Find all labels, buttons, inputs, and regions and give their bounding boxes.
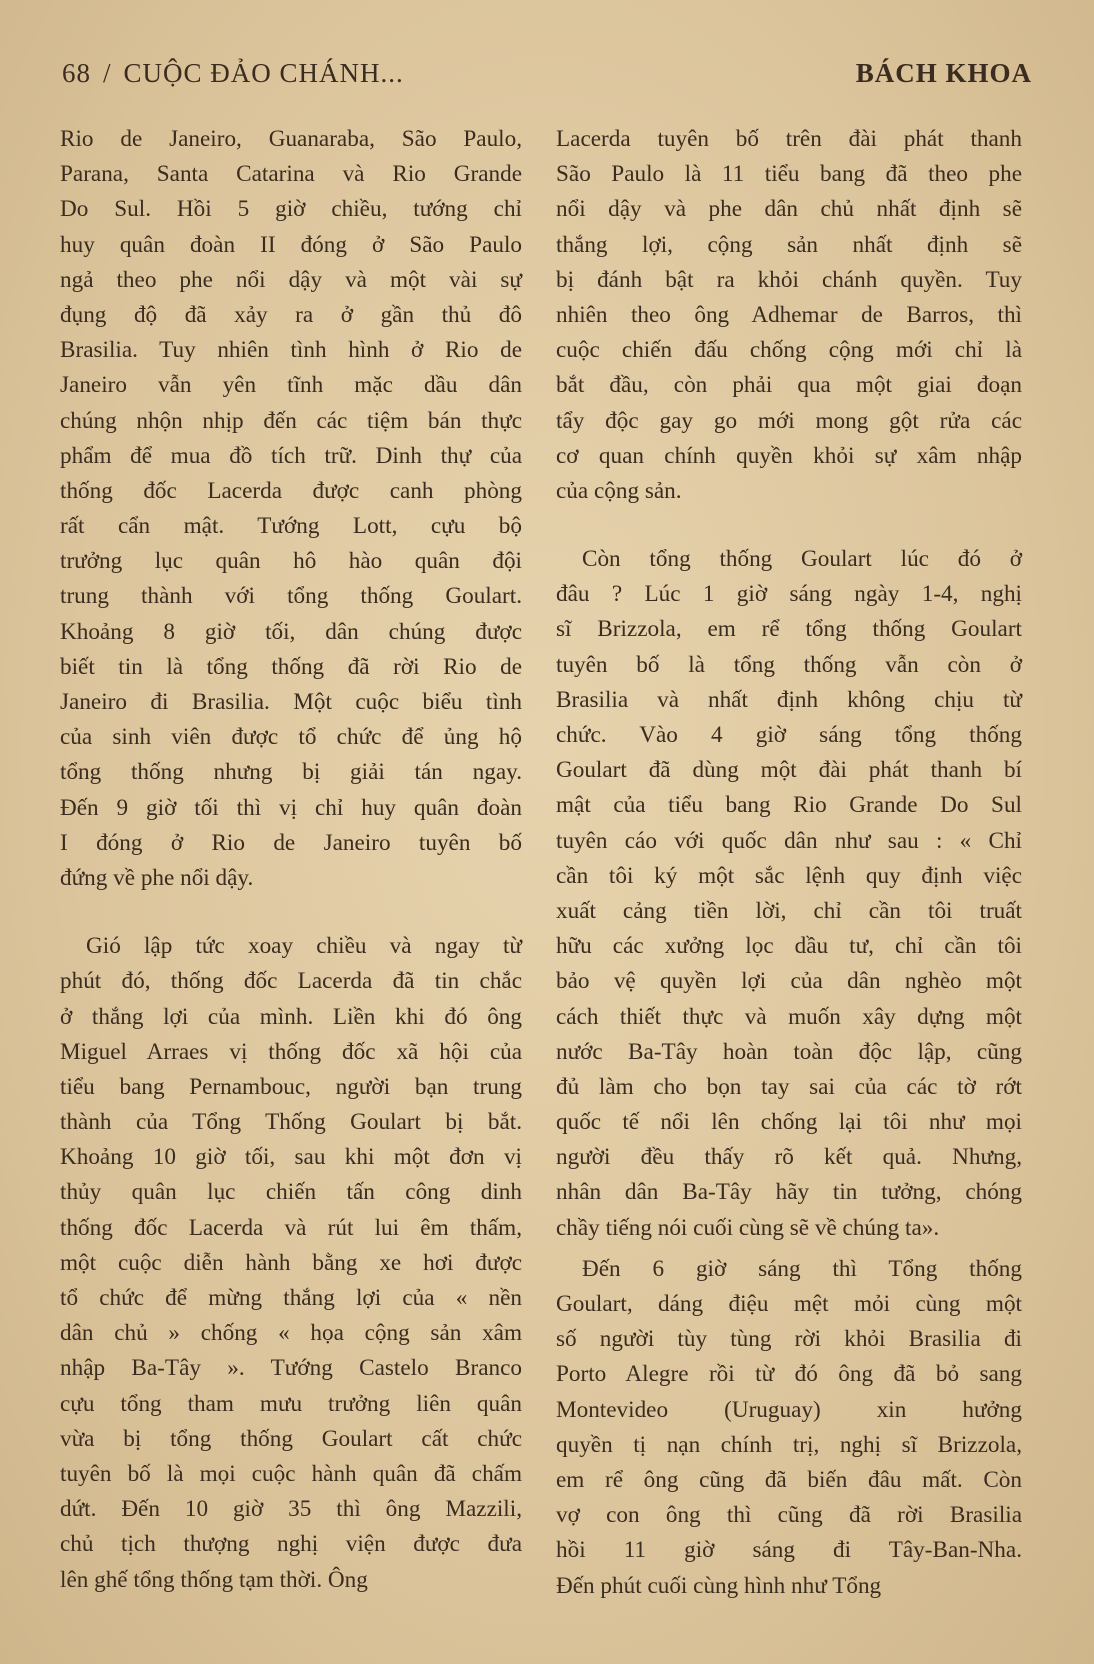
header-separator: /	[103, 58, 112, 88]
text-line: của cộng sản.	[556, 477, 682, 504]
text-line: tuyên bố là tổng thống vẫn còn ở	[556, 651, 1022, 678]
text-line: phẩm để mua đồ tích trữ. Dinh thự của	[60, 442, 522, 469]
header-left	[62, 58, 404, 89]
page-number: 68	[62, 58, 91, 88]
text-line: Janeiro vẫn yên tĩnh mặc dầu dân	[60, 372, 522, 399]
text-line: đủ làm cho bọn tay sai của các tờ rớt	[556, 1073, 1022, 1100]
text-line: tẩy độc gay go mới mong gột rửa các	[556, 407, 1022, 434]
text-line: nhiên theo ông Adhemar de Barros, thì	[556, 301, 1022, 328]
text-line: Gió lập tức xoay chiều và ngay từ	[86, 933, 522, 960]
text-line: quốc tế nổi lên chống lại tôi như mọi	[556, 1109, 1022, 1136]
text-line: nổi dậy và phe dân chủ nhất định sẽ	[556, 196, 1022, 223]
text-line: Rio de Janeiro, Guanaraba, São Paulo,	[60, 126, 522, 152]
text-line: đứng về phe nổi dậy.	[60, 864, 254, 891]
text-line: tổng thống nhưng bị giải tán ngay.	[60, 759, 522, 786]
text-line: chức. Vào 4 giờ sáng tổng thống	[556, 722, 1022, 748]
text-line: Parana, Santa Catarina và Rio Grande	[60, 161, 522, 188]
text-line: số người tùy tùng rời khỏi Brasilia đi	[556, 1326, 1022, 1353]
text-line: vừa bị tổng thống Goulart cất chức	[60, 1425, 522, 1452]
magazine-name: BÁCH KHOA	[855, 58, 1032, 88]
text-line: cơ quan chính quyền khỏi sự xâm nhập	[556, 442, 1022, 469]
text-line: Do Sul. Hồi 5 giờ chiều, tướng chỉ	[60, 196, 522, 223]
left-paragraph-2	[60, 929, 522, 1598]
text-line: thắng lợi, cộng sản nhất định sẽ	[556, 231, 1022, 258]
text-line: ngả theo phe nổi dậy và một vài sự	[60, 266, 522, 293]
right-paragraph-2	[556, 542, 1022, 1246]
text-line: cuộc chiến đấu chống cộng mới chỉ là	[556, 337, 1022, 364]
text-line: lên ghế tổng thống tạm thời. Ông	[60, 1566, 368, 1593]
text-line: trưởng lục quân hô hào quân đội	[60, 548, 522, 575]
text-line: Đến 6 giờ sáng thì Tổng thống	[582, 1255, 1022, 1282]
text-line: Lacerda tuyên bố trên đài phát thanh	[556, 126, 1022, 152]
text-line: nhân dân Ba-Tây hãy tin tưởng, chóng	[556, 1179, 1022, 1206]
right-paragraph-1	[556, 122, 1022, 509]
left-column	[60, 122, 522, 1598]
text-line: Khoảng 10 giờ tối, sau khi một đơn vị	[60, 1144, 522, 1171]
text-line: Montevideo (Uruguay) xin hưởng	[556, 1396, 1022, 1423]
text-line: hữu các xưởng lọc dầu tư, chỉ cần tôi	[556, 933, 1022, 960]
text-line: Đến 9 giờ tối thì vị chỉ huy quân đoàn	[60, 794, 522, 821]
text-line: tuyên cáo với quốc dân như sau : « Chỉ	[556, 827, 1022, 854]
text-line: Janeiro đi Brasilia. Một cuộc biểu tình	[60, 689, 522, 715]
text-line: đâu ? Lúc 1 giờ sáng ngày 1-4, nghị	[556, 581, 1022, 608]
text-line: tiểu bang Pernambouc, người bạn trung	[60, 1073, 522, 1100]
right-column	[556, 122, 1022, 1604]
text-line: dân chủ » chống « họa cộng sản xâm	[60, 1320, 522, 1347]
text-line: Goulart đã dùng một đài phát thanh bí	[556, 757, 1022, 784]
text-line: thành của Tổng Thống Goulart bị bắt.	[60, 1109, 522, 1136]
text-line: rất cẩn mật. Tướng Lott, cựu bộ	[60, 513, 522, 540]
text-line: bắt đầu, còn phải qua một giai đoạn	[556, 372, 1022, 399]
text-line: mật của tiểu bang Rio Grande Do Sul	[556, 792, 1022, 819]
text-line: Miguel Arraes vị thống đốc xã hội của	[60, 1038, 522, 1065]
text-line: sĩ Brizzola, em rể tổng thống Goulart	[556, 616, 1022, 643]
text-line: người đều thấy rõ kết quả. Nhưng,	[556, 1144, 1022, 1171]
text-line: Khoảng 8 giờ tối, dân chúng được	[60, 618, 522, 645]
right-paragraph-3	[556, 1252, 1022, 1604]
text-line: vợ con ông thì cũng đã rời Brasilia	[556, 1502, 1022, 1529]
article-title: CUỘC ĐẢO CHÁNH...	[123, 58, 404, 88]
text-line: São Paulo là 11 tiểu bang đã theo phe	[556, 161, 1022, 188]
text-line: tổ chức để mừng thắng lợi của « nền	[60, 1285, 522, 1311]
left-paragraph-1	[60, 122, 522, 896]
text-line: quyền tị nạn chính trị, nghị sĩ Brizzola,	[556, 1431, 1022, 1458]
text-line: Brasilia. Tuy nhiên tình hình ở Rio de	[60, 337, 522, 364]
text-line: chủ tịch thượng nghị viện được đưa	[60, 1531, 522, 1558]
text-line: I đóng ở Rio de Janeiro tuyên bố	[60, 829, 522, 856]
text-line: chầy tiếng nói cuối cùng sẽ về chúng ta».	[556, 1214, 940, 1241]
text-line: thủy quân lục chiến tấn công dinh	[60, 1179, 522, 1206]
text-line: dứt. Đến 10 giờ 35 thì ông Mazzili,	[60, 1496, 522, 1523]
page-header	[62, 58, 1032, 102]
text-line: ở thắng lợi của mình. Liền khi đó ông	[60, 1003, 522, 1030]
text-line: tuyên bố là mọi cuộc hành quân đã chấm	[60, 1460, 522, 1487]
text-line: cách thiết thực và muốn xây dựng một	[556, 1003, 1022, 1030]
text-line: bảo vệ quyền lợi của dân nghèo một	[556, 968, 1022, 995]
text-line: Còn tổng thống Goulart lúc đó ở	[582, 546, 1022, 573]
text-line: cần tôi ký một sắc lệnh quy định việc	[556, 862, 1022, 889]
text-line: biết tin là tổng thống đã rời Rio de	[60, 653, 522, 680]
text-line: hồi 11 giờ sáng đi Tây-Ban-Nha.	[556, 1537, 1022, 1564]
text-line: trung thành với tổng thống Goulart.	[60, 583, 522, 610]
text-line: huy quân đoàn II đóng ở São Paulo	[60, 231, 522, 258]
text-line: nhập Ba-Tây ». Tướng Castelo Branco	[60, 1355, 522, 1382]
text-line: một cuộc diễn hành bằng xe hơi được	[60, 1249, 522, 1276]
text-line: của sinh viên được tổ chức để ủng hộ	[60, 724, 522, 751]
text-line: chúng nhộn nhịp đến các tiệm bán thực	[60, 407, 522, 434]
text-line: Porto Alegre rồi từ đó ông đã bỏ sang	[556, 1361, 1022, 1388]
text-line: bị đánh bật ra khỏi chánh quyền. Tuy	[556, 266, 1022, 293]
text-line: thống đốc Lacerda được canh phòng	[60, 477, 522, 504]
text-line: Goulart, dáng điệu mệt mỏi cùng một	[556, 1291, 1022, 1317]
text-line: xuất cảng tiền lời, chỉ cần tôi truất	[556, 897, 1022, 924]
text-line: Đến phút cuối cùng hình như Tổng	[556, 1572, 882, 1599]
text-line: cựu tổng tham mưu trưởng liên quân	[60, 1390, 522, 1417]
text-line: nước Ba-Tây hoàn toàn độc lập, cũng	[556, 1038, 1022, 1065]
text-line: Brasilia và nhất định không chịu từ	[556, 686, 1022, 713]
text-line: em rể ông cũng đã biến đâu mất. Còn	[556, 1466, 1022, 1493]
text-line: đụng độ đã xảy ra ở gần thủ đô	[60, 301, 522, 328]
text-line: phút đó, thống đốc Lacerda đã tin chắc	[60, 968, 522, 995]
text-line: thống đốc Lacerda và rút lui êm thấm,	[60, 1214, 522, 1241]
